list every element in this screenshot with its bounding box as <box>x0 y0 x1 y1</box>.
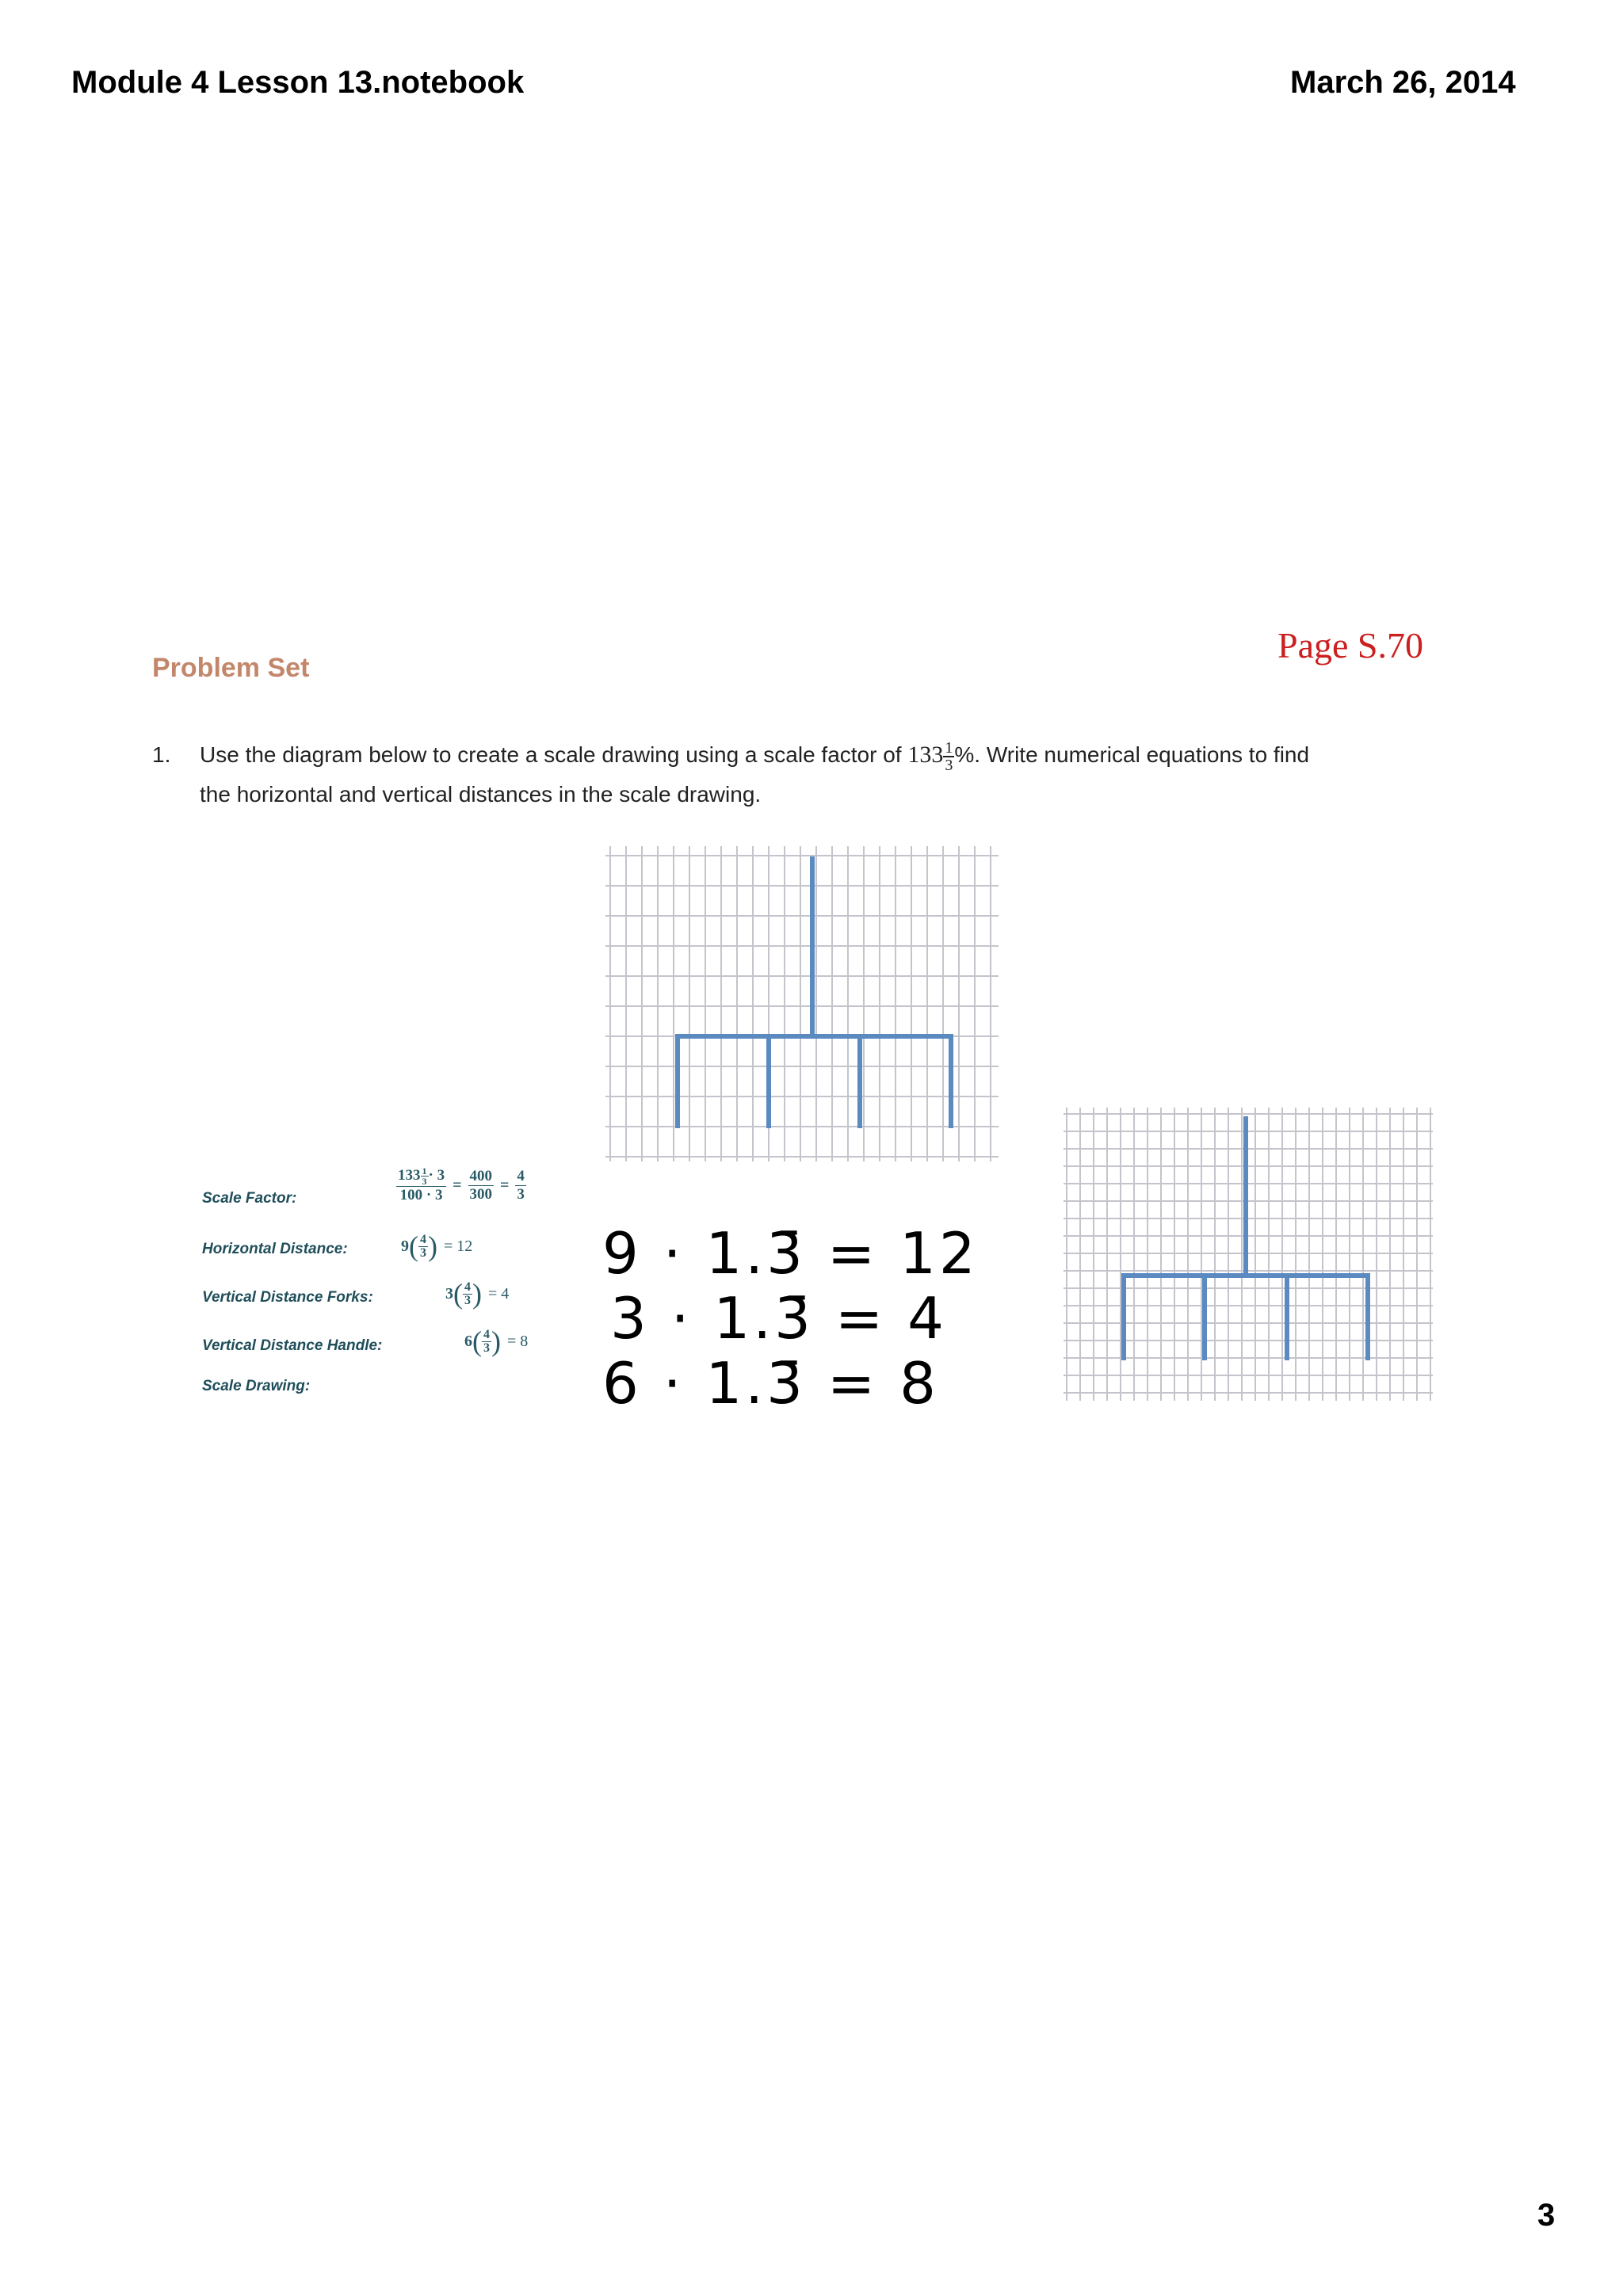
forks-coefficient: 3 <box>445 1284 453 1302</box>
document-title: Module 4 Lesson 13.notebook <box>71 65 525 100</box>
handle-coefficient: 6 <box>464 1332 472 1350</box>
vertical-forks-equation: 3 ( $\frac{4}{3}$ ) = 4 <box>445 1278 510 1310</box>
problem-number: 1. <box>152 742 171 767</box>
problem-text-line2: the horizontal and vertical distances in the scale drawing. <box>200 782 762 807</box>
document-date: March 26, 2014 <box>1290 65 1516 100</box>
horizontal-fraction: $\frac{4}{3}$ <box>420 1232 426 1260</box>
handle-fraction: $\frac{4}{3}$ <box>483 1327 490 1355</box>
vertical-forks-label: Vertical Distance Forks: <box>202 1289 373 1306</box>
scale-factor-equals2: = <box>500 1176 510 1194</box>
scale-factor-frac1-den: 100 · 3 <box>399 1187 443 1203</box>
scale-factor-fraction-denominator: 3 <box>945 756 953 774</box>
scale-factor-frac1 <box>396 1166 446 1204</box>
horizontal-coefficient: 9 <box>401 1237 409 1255</box>
handwritten-line-3: 6 · 1.3̄ = 8 <box>602 1350 939 1417</box>
vertical-handle-equation: 6 ( $\frac{4}{3}$ ) = 8 <box>464 1325 529 1357</box>
problem-text-before: Use the diagram below to create a scale drawing using a scale factor of <box>200 742 908 767</box>
forks-fraction: $\frac{4}{3}$ <box>464 1280 471 1307</box>
page-number: 3 <box>1537 2198 1556 2233</box>
scale-drawing-label: Scale Drawing: <box>202 1378 311 1394</box>
handwritten-line-1: 9 · 1.3̄ = 12 <box>602 1220 979 1287</box>
problem-statement <box>200 735 1499 814</box>
handle-result: = 8 <box>507 1332 529 1350</box>
scale-factor-fraction <box>943 740 954 773</box>
horizontal-distance-equation: 9 ( $\frac{4}{3}$ ) = 12 <box>401 1230 473 1262</box>
problem-set-title: Problem Set <box>152 653 310 683</box>
horizontal-result: = 12 <box>444 1237 473 1255</box>
scale-factor-frac2: $\frac{400}{300}$ <box>469 1167 492 1203</box>
horizontal-distance-label: Horizontal Distance: <box>202 1241 348 1257</box>
original-diagram <box>602 838 1006 1171</box>
scale-factor-label: Scale Factor: <box>202 1190 297 1207</box>
scale-factor-fraction-numerator: 1 <box>945 738 953 757</box>
scale-factor-frac3: $\frac{4}{3}$ <box>517 1167 525 1203</box>
vertical-handle-label: Vertical Distance Handle: <box>202 1337 383 1354</box>
original-diagram-background <box>602 838 1006 1171</box>
scale-factor-frac1-num: 133 $\frac{1}{3}$ · 3 <box>398 1165 445 1187</box>
handwritten-line-2: 3 · 1.3̄ = 4 <box>610 1285 947 1352</box>
scale-factor-equation <box>396 1166 526 1204</box>
scale-drawing-diagram <box>1062 1103 1434 1405</box>
page-reference: Page S.70 <box>1277 625 1423 666</box>
forks-result: = 4 <box>488 1284 510 1302</box>
problem-text-after: %. Write numerical equations to find <box>954 742 1310 767</box>
scale-factor-equals1: = <box>453 1176 462 1194</box>
scale-factor-whole: 133 <box>907 742 944 768</box>
